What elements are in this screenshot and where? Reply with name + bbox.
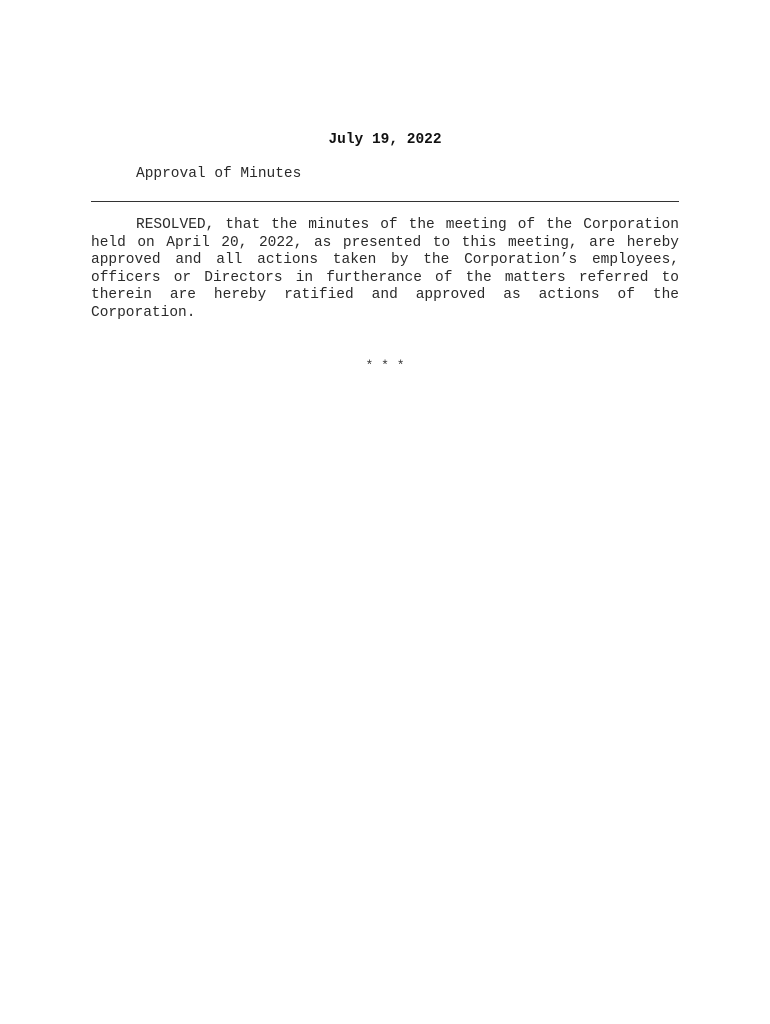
section-divider (91, 201, 679, 202)
date-heading: July 19, 2022 (328, 132, 442, 148)
section-title: Approval of Minutes (136, 166, 302, 182)
resolution-paragraph: RESOLVED, that the minutes of the meeting of the Corporation held on April 20, 2022, as presented to this meeting, are hereby approved and all actions taken by the Corporation’s employees, officers or Directors in furtherance of the matters referred to therein are hereby ratified and approved as actions of the Corporation. (91, 217, 679, 321)
end-of-section-mark: * * * (365, 358, 405, 373)
